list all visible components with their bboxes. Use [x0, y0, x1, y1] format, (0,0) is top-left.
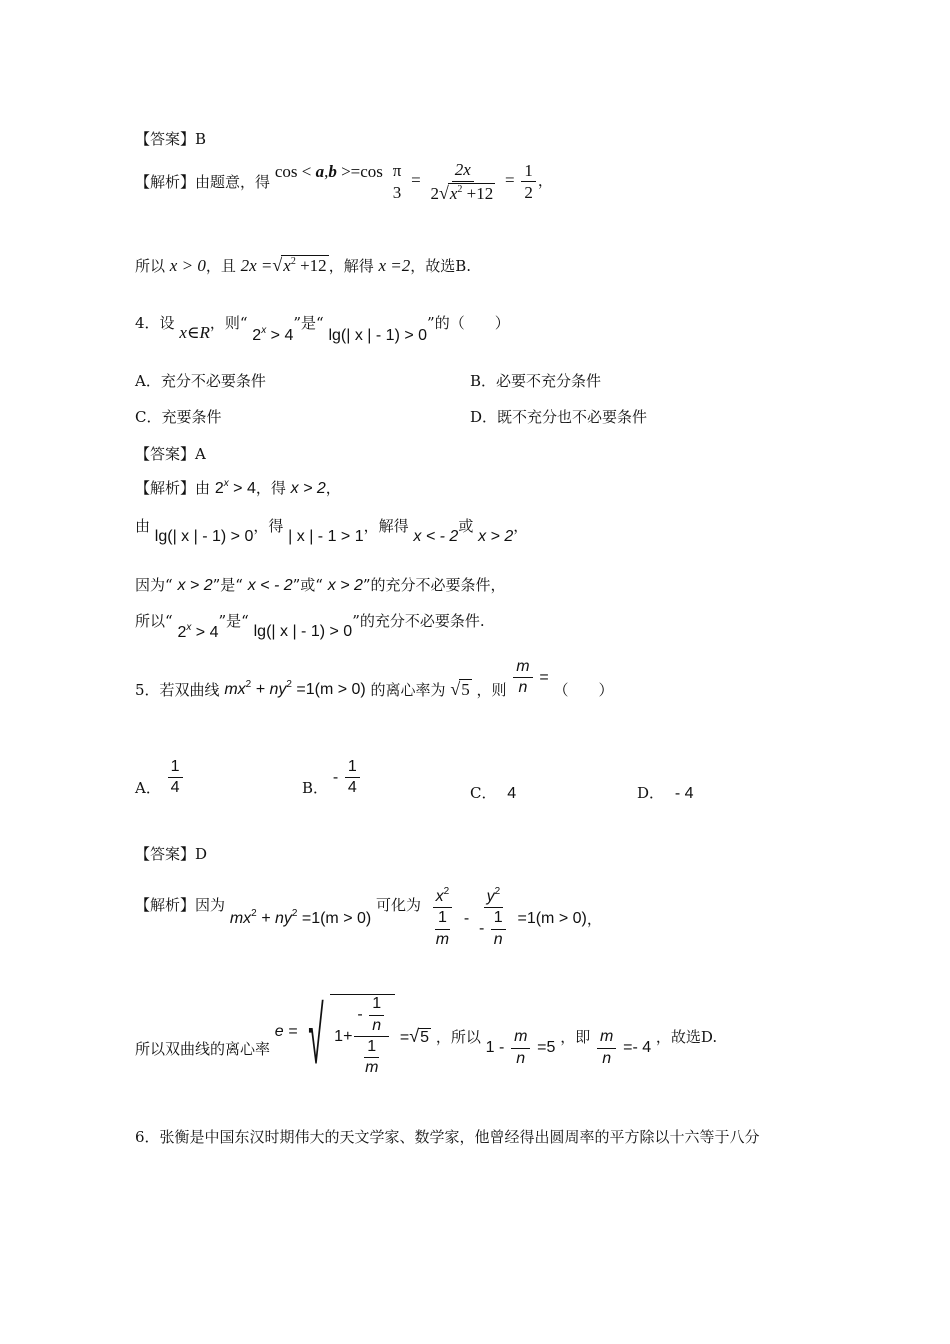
minus-sign: - [332, 768, 339, 786]
eq-5: =5 [537, 1039, 556, 1056]
q5-stem [135, 658, 614, 710]
option-a[interactable] [135, 758, 185, 798]
lhs: 2x = [240, 256, 273, 275]
text: ”是“ [212, 576, 243, 594]
equals: = [505, 170, 515, 190]
numerator: m [513, 658, 532, 678]
gt-4: > 4 [228, 480, 256, 497]
text: ，得 [255, 479, 286, 497]
comma: , [324, 161, 329, 181]
denominator [476, 908, 511, 949]
compound-fraction [354, 995, 389, 1078]
math-x-eq-2: x =2 [378, 256, 411, 275]
pi-over-3 [390, 161, 405, 202]
q5-solution [135, 888, 602, 949]
text: 所以 [135, 257, 166, 275]
one-plus: 1+ [334, 1027, 353, 1045]
gt-4: > 4 [266, 327, 294, 344]
radicand: 5 [420, 1028, 430, 1046]
denominator [357, 1037, 386, 1078]
solution-tag: 【解析】 [135, 479, 196, 497]
eq-1: =1(m > 0) [517, 909, 587, 927]
text: ，得 [253, 517, 284, 535]
math-lg: lg(| x | - 1) > 0 [154, 528, 254, 545]
option-label: A． [135, 779, 161, 798]
option-label: B． [470, 372, 497, 390]
numerator: 1 [521, 161, 536, 183]
text: ”的充分不必要条件. [352, 612, 485, 630]
cos-text: cos < [274, 161, 316, 181]
q4-solution [135, 477, 341, 498]
fraction-y2-over-neg1n [476, 888, 511, 949]
numerator: 1 [369, 995, 384, 1015]
punct: ， [537, 171, 553, 190]
minus-sign: - [357, 1006, 363, 1024]
math-x-lt: x < - 2 [247, 577, 293, 594]
exponent: 2 [251, 907, 257, 919]
text: ”的充分不必要条件， [362, 576, 506, 594]
eq-1: =1(m > 0) [291, 680, 366, 698]
q4-solution-line3 [135, 574, 506, 595]
math-lg: lg(| x | - 1) > 0 [253, 623, 353, 640]
numerator: m [511, 1028, 530, 1048]
text: （ ） [553, 681, 614, 700]
fraction-quarter [345, 758, 360, 798]
option-value: - 4 [674, 785, 694, 802]
one-minus: 1 - [485, 1039, 505, 1056]
numerator: π [392, 161, 402, 181]
minus-sign: - [479, 920, 485, 938]
x-in-r-text: x∈R [179, 323, 210, 342]
cos-text-2: >=cos [336, 161, 383, 181]
q3-solution [135, 160, 553, 203]
q3-answer [135, 128, 206, 149]
text: ”或“ [292, 576, 323, 594]
math-sqrt5 [450, 679, 471, 700]
eq-1: =1(m > 0) [297, 909, 372, 927]
exponent: x [186, 622, 192, 633]
text: ，即 [560, 1027, 591, 1046]
text: 的离心率为 [370, 681, 446, 700]
denominator [427, 182, 498, 204]
base: 2 [214, 480, 224, 497]
coef: 2 [430, 183, 439, 203]
exponent: x [261, 325, 267, 336]
text: ，解得 [363, 517, 409, 535]
radical-sign: √ [409, 1025, 420, 1046]
option-c[interactable] [135, 406, 222, 427]
base: 2 [252, 327, 262, 344]
question-number: 4．设 [135, 314, 175, 332]
denominator: n [516, 1049, 526, 1067]
fraction-x2-over-1m [428, 888, 457, 949]
math-e-eq: e = [274, 1023, 298, 1040]
numerator: 1 [345, 758, 360, 778]
text: ”是“ [293, 314, 324, 332]
fraction-2x [427, 160, 498, 203]
base: 2 [177, 624, 187, 641]
numerator [433, 888, 453, 908]
text: ”的（ ） [427, 314, 510, 332]
var-y: y [486, 888, 495, 905]
numerator: m [597, 1028, 616, 1048]
math-power [215, 480, 256, 497]
q4-solution-line2 [135, 515, 529, 545]
numerator [484, 888, 504, 908]
plus-12: +12 [462, 183, 494, 203]
q5-answer [135, 843, 207, 864]
denominator [428, 908, 457, 949]
option-b[interactable] [302, 758, 362, 798]
numerator: 1 [491, 909, 506, 929]
question-number: 5．若双曲线 [135, 681, 220, 700]
text: 可化为 [376, 896, 422, 915]
plus-12: +12 [295, 256, 327, 275]
answer-tag: 【答案】 [135, 445, 196, 463]
text: ，解得 [328, 257, 374, 275]
denominator: m [435, 930, 450, 948]
var-y: y [278, 680, 287, 698]
math-abs: | x | - 1 > 1 [288, 528, 364, 545]
q4-solution-line4 [135, 610, 485, 641]
text: ， [325, 479, 341, 497]
fraction-m-over-n [513, 658, 532, 698]
option-label: C． [135, 408, 162, 426]
radical-sign: √ [272, 255, 283, 275]
text: ，故选B. [410, 257, 472, 275]
math-hyperbola [224, 678, 366, 699]
exponent: 2 [457, 183, 463, 195]
fraction-half [521, 161, 536, 203]
fraction-m-over-n [597, 1028, 616, 1068]
q4-stem [135, 312, 510, 344]
eq-neg-4: =- 4 [623, 1039, 652, 1056]
plus-ny: + ny [256, 909, 292, 927]
answer-tag: 【答案】 [135, 130, 196, 148]
var-x: x [449, 183, 458, 203]
answer-value: A [195, 445, 206, 463]
text: ，且 [205, 257, 236, 275]
text: ，故选D. [655, 1027, 718, 1046]
solution-text: 由题意，得 [195, 173, 271, 192]
math-x-gt-2: x > 2 [290, 480, 326, 497]
numerator: 2x [452, 160, 474, 182]
answer-value: D [195, 845, 208, 863]
exponent: 2 [443, 886, 450, 897]
option-label: C． [470, 784, 497, 802]
math-equation [241, 256, 329, 275]
denominator: n [493, 930, 503, 948]
option-label: D． [637, 784, 665, 802]
math-sqrt5 [400, 1026, 431, 1047]
denominator: m [365, 1059, 379, 1077]
option-a[interactable] [135, 370, 266, 391]
inner-fraction [491, 909, 506, 949]
option-label: B． [302, 779, 329, 798]
text: ”是“ [218, 612, 249, 630]
exponent: 2 [290, 256, 296, 267]
q4-answer [135, 443, 206, 464]
numerator: 1 [364, 1038, 379, 1058]
var-x: x [283, 256, 291, 275]
option-d[interactable] [637, 782, 693, 803]
text: 因为 [195, 896, 226, 915]
numerator: 1 [168, 758, 183, 778]
option-label: A． [135, 372, 161, 390]
radicand [330, 994, 395, 1078]
math-x-gt: x > 2 [478, 528, 514, 545]
fraction-m-over-n [511, 1028, 530, 1068]
text: 所以双曲线的离心率 [135, 1039, 271, 1058]
text: ， [586, 910, 602, 929]
exponent: 2 [286, 678, 292, 690]
math-power [252, 327, 293, 344]
option-label: D． [470, 408, 498, 426]
q3-conclusion [135, 255, 471, 276]
q6-stem [135, 1126, 760, 1147]
vector-b: b [328, 161, 337, 181]
minus-sign: - [463, 909, 470, 927]
solution-tag: 【解析】 [135, 173, 196, 192]
text: 由 [135, 517, 151, 535]
question-text: 6．张衡是中国东汉时期伟大的天文学家、数学家，他曾经得出圆周率的平方除以十六等于八分 [135, 1128, 760, 1146]
inner-fraction [362, 1038, 381, 1078]
text: ， [513, 517, 529, 535]
var-x: x [237, 680, 246, 698]
radical-sign: √ [450, 679, 461, 700]
denominator: n [372, 1016, 382, 1034]
math-x-lt: x < - 2 [413, 528, 459, 545]
option-text: 充分不必要条件 [160, 372, 266, 390]
math-power [177, 624, 218, 641]
math-lg: lg(| x | - 1) > 0 [328, 327, 428, 344]
inner-fraction [369, 995, 384, 1035]
answer-tag: 【答案】 [135, 845, 196, 863]
option-text: 既不充分也不必要条件 [497, 408, 648, 426]
exponent: 2 [291, 907, 298, 919]
radicand: 5 [461, 680, 470, 700]
equals: = [411, 170, 421, 190]
text: 所以“ [135, 612, 173, 630]
exponent: x [223, 478, 229, 489]
option-b[interactable] [470, 370, 601, 391]
option-text: 充要条件 [161, 408, 222, 426]
math-x-gt: x > 2 [327, 577, 363, 594]
radicand [448, 183, 495, 204]
text: 因为“ [135, 576, 173, 594]
text: ，则 [476, 681, 507, 700]
var-m: m [224, 680, 238, 698]
equals: = [399, 1028, 410, 1046]
q5-solution-line2 [135, 990, 717, 1082]
option-d[interactable] [470, 406, 647, 427]
denominator: n [518, 679, 528, 697]
answer-value: B [195, 130, 207, 148]
text: 由 [195, 479, 211, 497]
mx: mx [229, 909, 252, 927]
numerator: 1 [435, 909, 450, 929]
equals: = [539, 668, 549, 686]
radical-sign: √ [308, 991, 324, 1080]
vector-a: a [315, 161, 325, 181]
text: ，所以 [435, 1027, 481, 1046]
option-c[interactable] [470, 782, 516, 803]
option-text: 必要不充分条件 [496, 372, 602, 390]
text: 或 [458, 517, 474, 535]
math-x-in-R [179, 323, 210, 342]
math-x-gt-2: x > 2 [177, 577, 213, 594]
math-big-sqrt [302, 990, 395, 1082]
exponent: 2 [245, 678, 252, 690]
radicand [281, 255, 328, 276]
radical-sign: √ [438, 182, 449, 203]
math-x-gt-0: x > 0 [169, 256, 206, 275]
denominator: 4 [170, 779, 180, 797]
fraction-quarter [168, 758, 183, 798]
gt-4: > 4 [191, 624, 219, 641]
denominator: 4 [347, 779, 357, 797]
denominator: 3 [392, 182, 402, 202]
var-x: x [435, 888, 444, 905]
denominator: n [602, 1049, 612, 1067]
cos-expression [275, 162, 383, 182]
numerator [354, 995, 389, 1037]
option-value: 4 [507, 785, 517, 802]
plus-n: + n [251, 680, 279, 698]
inner-fraction [433, 909, 452, 949]
math-hyperbola [229, 907, 372, 928]
solution-tag: 【解析】 [135, 896, 196, 915]
exponent: 2 [494, 886, 501, 897]
denominator: 2 [524, 183, 533, 203]
text: ，则“ [209, 314, 248, 332]
